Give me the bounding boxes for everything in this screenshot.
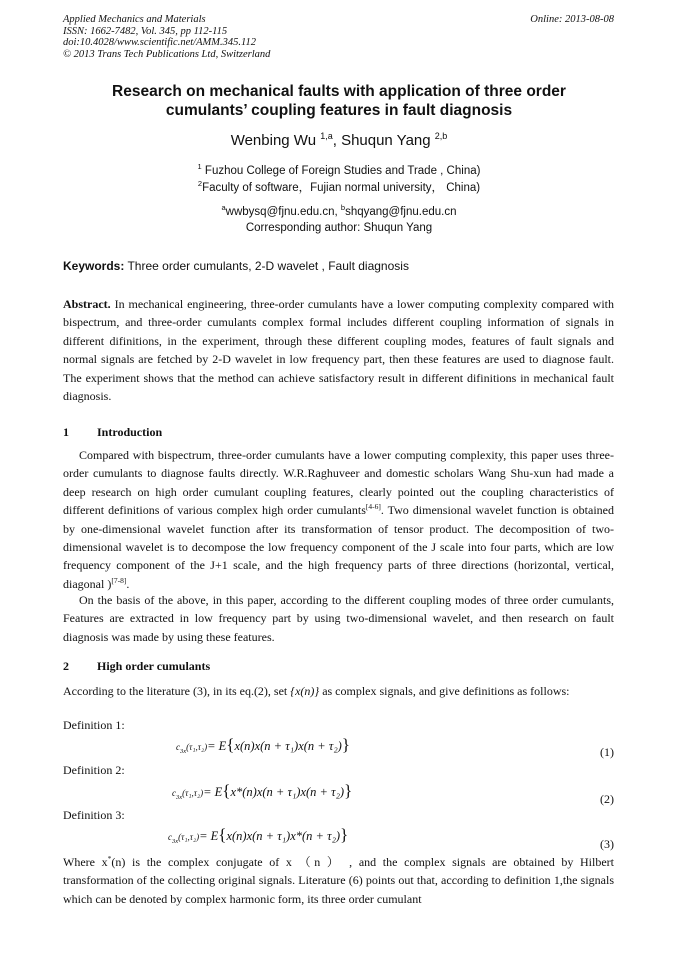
- equation-3: $c_{3x}(\tau_1,\tau_2)= E\{x(n)x(n + \tau_1)x*(n + \tau_2)\}$: [168, 825, 349, 845]
- keywords-label: Keywords:: [63, 259, 125, 273]
- section-2-intro: [63, 682, 614, 700]
- aff2-sup: 2: [197, 179, 203, 189]
- email-a[interactable]: wwbysq@fjnu.edu.cn,: [225, 205, 341, 218]
- author-1: Wenbing Wu: [230, 132, 317, 149]
- email-a-sup: a: [221, 203, 226, 212]
- eq3-rhs-e: = E: [199, 829, 219, 843]
- journal-name: Applied Mechanics and Materials: [63, 14, 206, 25]
- ref-7-8: [7-8]: [111, 575, 127, 585]
- eq2-c: c: [172, 788, 176, 798]
- abstract: [63, 295, 614, 405]
- abstract-label: Abstract.: [63, 297, 111, 311]
- section-1-number: 1: [63, 425, 69, 439]
- conjugate-star: *: [107, 854, 112, 863]
- definition-3-label: Definition 3:: [63, 808, 125, 822]
- author-2-sup: 2,b: [434, 131, 448, 141]
- online-date: Online: 2013-08-08: [530, 14, 614, 25]
- equation-2: $c_{3x}(\tau_1,\tau_2)= E\{x*(n)x(n + \tau_1)x(n + \tau_2)\}$: [172, 781, 353, 801]
- eq3-sub: 3x: [172, 837, 179, 845]
- eq2-args: (τ₁,τ₂): [182, 788, 204, 798]
- abstract-text: In mechanical engineering, three-order cumulants have a lower computing complexity compared with bispectrum, and three-order cumulants complex formal includes different coupling information of signals in different difinitions, in the experiment, through these different coupling modes, features of fault signals and normal signals are fetched by 2-D wavelet in low frequency part, then these features are used to diagnose fault. The experiment shows that the method can achieve satisfactory result in different difinitions in mechanical fault diagnosis.: [63, 297, 614, 404]
- intro-paragraph-2: On the basis of the above, in this paper, according to the different coupling modes of three order cumulants, Features are extracted in low frequency part by using two-dimensional wavelet, and then research on fault diagnosis was made by using these features.: [63, 593, 614, 644]
- eq2-sub: 3x: [176, 793, 183, 801]
- emails: [60, 203, 618, 218]
- sec2-intro-a: According to the literature (3), in its eq.(2), set: [63, 684, 291, 698]
- aff1-sup: 1: [197, 162, 202, 171]
- issn-line: ISSN: 1662-7482, Vol. 345, pp 112-115: [63, 25, 228, 37]
- title-line-1: Research on mechanical faults with application of three order: [112, 83, 566, 100]
- where-b: (n) is the complex conjugate of x （n ） , and the complex signals are obtained by Hilbert transformation of the collecting original signals. Literature (6) points out that, according to definition 1,the signals which can be denoted by complex harmonic form, its three order cumulant: [63, 855, 614, 906]
- authors: [60, 131, 618, 149]
- author-sep: ,: [332, 132, 342, 149]
- affiliation-2: [60, 179, 618, 195]
- ref-4-6: [4-6]: [365, 502, 381, 512]
- affiliation-1: [60, 162, 618, 177]
- section-1-title: Introduction: [97, 425, 163, 439]
- section-2-title: High order cumulants: [97, 659, 211, 673]
- section-2-number: 2: [63, 659, 69, 673]
- intro-paragraph-1: [63, 446, 614, 593]
- equation-1: $c_{3x}(\tau_1,\tau_2)= E\{x(n)x(n + \tau_1)x(n + \tau_2)\}$: [176, 735, 351, 755]
- eq2-rhs-e: = E: [203, 785, 223, 799]
- where-a: Where x: [63, 855, 108, 869]
- corresponding-author: Corresponding author: Shuqun Yang: [245, 222, 433, 234]
- email-b-sup: b: [340, 203, 346, 212]
- section-2-heading: [63, 659, 210, 674]
- definition-2-label: Definition 2:: [63, 763, 125, 777]
- intro-p1-part-a: Compared with bispectrum, three-order cumulants have a lower computing complexity, this paper uses three-order cumulants to diagnose faults directly. W.R.Raghuveer and domestic scholars Wang Shu-xun had made a deep research on high order cumulant coupling features, clearly pointed out the coupling characteristics of different definitions of various complex high order cumulants: [63, 448, 614, 518]
- complex-signal-set: {x(n)}: [290, 684, 320, 698]
- equation-2-number: (2): [600, 792, 614, 806]
- intro-p1-part-c: .: [126, 576, 130, 591]
- aff1-text: Fuzhou College of Foreign Studies and Trade , China): [201, 164, 481, 177]
- equation-1-number: (1): [600, 745, 614, 759]
- keywords-text: Three order cumulants, 2-D wavelet , Fault diagnosis: [124, 259, 409, 273]
- eq1-sub: 3x: [180, 747, 187, 755]
- eq1-rhs-e: = E: [207, 739, 227, 753]
- where-paragraph: [63, 853, 614, 908]
- eq3-body: x(n)x(n + τ₁)x*(n + τ₂): [226, 829, 341, 843]
- title-line-2: cumulants’ coupling features in fault diagnosis: [165, 102, 513, 119]
- sec2-intro-b: as complex signals, and give definitions as follows:: [319, 684, 570, 698]
- eq3-c: c: [168, 832, 172, 842]
- email-b[interactable]: shqyang@fjnu.edu.cn: [345, 205, 457, 218]
- journal-header: [63, 14, 270, 60]
- aff2-text: Faculty of software，Fujian normal university， China): [202, 182, 481, 194]
- doi-line: doi:10.4028/www.scientific.net/AMM.345.112: [63, 37, 256, 48]
- eq1-c: c: [176, 742, 180, 752]
- definition-1-label: Definition 1:: [63, 718, 125, 732]
- paper-title: [60, 82, 618, 120]
- section-1-heading: [63, 425, 162, 440]
- equation-3-number: (3): [600, 837, 614, 851]
- eq1-args: (τ₁,τ₂): [186, 742, 208, 752]
- eq3-args: (τ₁,τ₂): [178, 832, 200, 842]
- keywords: [63, 259, 409, 273]
- eq1-body: x(n)x(n + τ₁)x(n + τ₂): [234, 739, 342, 753]
- intro-p1-part-b: . Two dimensional wavelet function is obtained by one-dimensional wavelet function after its transformation of tensor product. The decomposition of two-dimensional wavelet is to decompose the low frequency component of the J scale into four parts, which are low frequency component of the J+1 scale, and the high frequency parts of three directions (horizontal, vertical, diagonal ): [63, 503, 614, 591]
- author-1-sup: 1,a: [320, 131, 333, 141]
- eq2-body: x*(n)x(n + τ₁)x(n + τ₂): [230, 785, 345, 799]
- copyright-line: © 2013 Trans Tech Publications Ltd, Switzerland: [63, 48, 271, 60]
- author-2: Shuqun Yang: [341, 132, 431, 149]
